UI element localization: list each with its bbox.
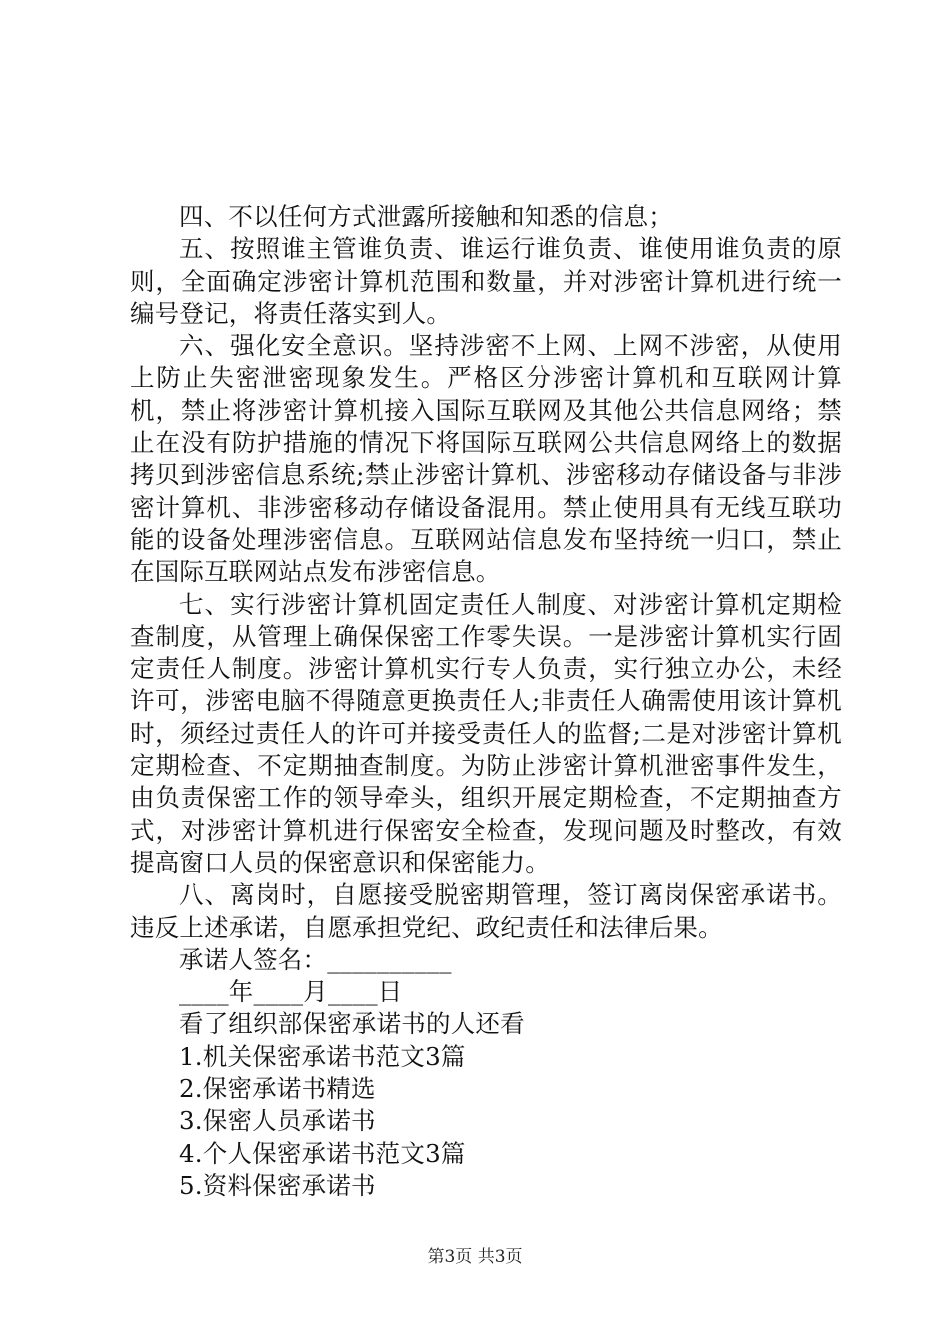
page-footer: 第3页 共3页: [427, 1247, 523, 1267]
document-body: [130, 201, 842, 1202]
related-item[interactable]: 4.个人保密承诺书范文3篇: [179, 1138, 466, 1168]
date-line: ____年____月____日: [179, 977, 403, 1007]
paragraph-item-8: 八、离岗时，自愿接受脱密期管理，签订离岗保密承诺书。违反上述承诺，自愿承担党纪、政纪责任和法律后果。: [130, 880, 842, 942]
paragraph-item-6: 六、强化安全意识。坚持涉密不上网、上网不涉密，从使用上防止失密泄密现象发生。严格区分涉密计算机和互联网计算机，禁止将涉密计算机接入国际互联网及其他公共信息网络；禁止在没有防护措施的情况下将国际互联网公共信息网络上的数据拷贝到涉密信息系统;禁止涉密计算机、涉密移动存储设备与非涉密计算机、非涉密移动存储设备混用。禁止使用具有无线互联功能的设备处理涉密信息。互联网站信息发布坚持统一归口，禁止在国际互联网站点发布涉密信息。: [130, 331, 842, 587]
signature-line: 承诺人签名：__________: [179, 944, 452, 974]
paragraph-item-7: 七、实行涉密计算机固定责任人制度、对涉密计算机定期检查制度，从管理上确保保密工作零失误。一是涉密计算机实行固定责任人制度。涉密计算机实行专人负责，实行独立办公，未经许可，涉密电脑不得随意更换责任人;非责任人确需使用该计算机时，须经过责任人的许可并接受责任人的监督;二是对涉密计算机定期检查、不定期抽查制度。为防止涉密计算机泄密事件发生，由负责保密工作的领导牵头，组织开展定期检查，不定期抽查方式，对涉密计算机进行保密安全检查，发现问题及时整改，有效提高窗口人员的保密意识和保密能力。: [130, 589, 842, 877]
paragraph-item-5: 五、按照谁主管谁负责、谁运行谁负责、谁使用谁负责的原则，全面确定涉密计算机范围和数量，并对涉密计算机进行统一编号登记，将责任落实到人。: [130, 234, 842, 328]
related-item[interactable]: 2.保密承诺书精选: [179, 1074, 376, 1104]
related-heading: 看了组织部保密承诺书的人还看: [179, 1009, 525, 1039]
related-item[interactable]: 3.保密人员承诺书: [179, 1106, 376, 1136]
related-item[interactable]: 1.机关保密承诺书范文3篇: [179, 1041, 466, 1071]
paragraph-item-4: 四、不以任何方式泄露所接触和知悉的信息；: [179, 202, 673, 231]
related-item[interactable]: 5.资料保密承诺书: [179, 1170, 376, 1200]
